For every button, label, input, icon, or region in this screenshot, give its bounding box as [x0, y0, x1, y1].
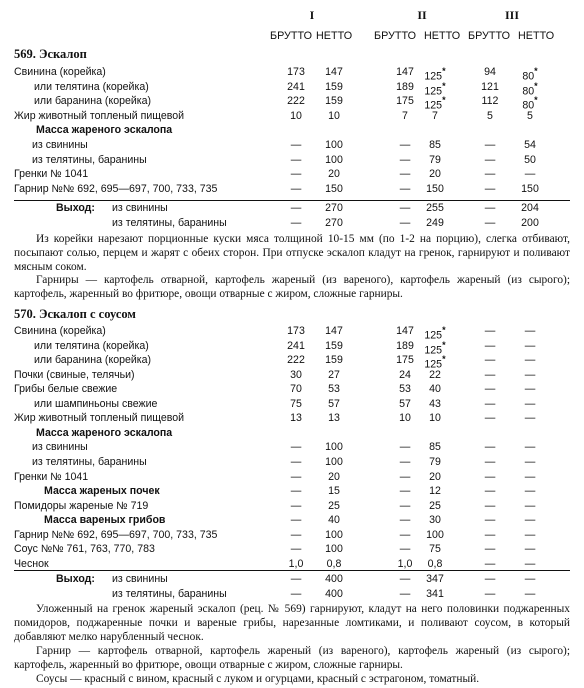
garnish-paragraph: Гарнир — картофель отварной, картофель жареный (из вареного), картофель жареный (из сырого); картофель, жаренный во фритюре, овощи отварные с жиром, сложные гарниры. — [14, 645, 570, 672]
table-cell: — — [399, 470, 411, 483]
table-cell: — — [290, 470, 302, 483]
table-cell: — — [484, 528, 496, 541]
table-cell: — — [290, 587, 302, 600]
table-cell: 50 — [524, 153, 536, 166]
table-cell: 24 — [399, 368, 411, 381]
table-cell: 100 — [325, 153, 343, 166]
column-group-label: II — [417, 8, 427, 22]
table-cell: — — [399, 441, 411, 454]
table-cell: 100 — [325, 441, 343, 454]
table-cell: 100 — [325, 528, 343, 541]
table-cell: — — [290, 455, 302, 468]
asterisk-mark: * — [534, 80, 538, 91]
table-cell: — — [290, 514, 302, 527]
table-cell: — — [290, 153, 302, 166]
asterisk-mark: * — [442, 95, 446, 106]
table-cell: — — [484, 543, 496, 556]
table-cell: 400 — [325, 573, 343, 585]
table-cell: 0,8 — [427, 557, 443, 570]
asterisk-mark: * — [534, 66, 538, 76]
table-cell: 85 — [429, 441, 441, 454]
table-cell: — — [484, 441, 496, 454]
table-cell: — — [524, 354, 536, 367]
ingredient-name: Масса жареных почек — [44, 485, 160, 498]
table-cell: 125* — [424, 354, 446, 371]
table-cell: — — [484, 470, 496, 483]
table-cell: 10 — [429, 412, 441, 425]
table-cell: — — [524, 368, 536, 381]
ingredient-name: Масса вареных грибов — [44, 514, 166, 527]
table-cell: — — [484, 383, 496, 396]
table-cell: 125* — [424, 95, 446, 112]
table-cell: 12 — [429, 485, 441, 498]
table-cell: 25 — [429, 499, 441, 512]
yield-label: Выход: — [56, 202, 95, 214]
table-cell: — — [484, 455, 496, 468]
table-cell: — — [524, 339, 536, 352]
table-cell: 30 — [290, 368, 302, 381]
table-cell: — — [484, 325, 496, 337]
table-cell: 70 — [290, 383, 302, 396]
table-cell: — — [399, 485, 411, 498]
table-cell: — — [399, 455, 411, 468]
table-cell: — — [484, 339, 496, 352]
table-cell: — — [484, 397, 496, 410]
brutto-header: БРУТТО — [468, 30, 511, 42]
table-cell: — — [524, 470, 536, 483]
table-cell: — — [399, 528, 411, 541]
table-cell: — — [484, 168, 496, 181]
table-cell: 147 — [325, 66, 343, 78]
table-divider — [14, 200, 570, 201]
table-cell: — — [484, 514, 496, 527]
table-cell: — — [399, 153, 411, 166]
table-cell: — — [290, 441, 302, 454]
brutto-header: БРУТТО — [270, 30, 313, 42]
ingredient-name: или шампиньоны свежие — [34, 397, 158, 410]
table-cell: 13 — [328, 412, 340, 425]
table-cell: 25 — [328, 499, 340, 512]
table-cell: 10 — [290, 109, 302, 122]
table-cell: — — [524, 485, 536, 498]
table-cell: 112 — [481, 95, 499, 108]
ingredient-name: Жир животный топленый пищевой — [14, 412, 185, 425]
table-cell: 204 — [521, 202, 539, 214]
table-cell: 150 — [426, 182, 444, 195]
table-cell: — — [524, 383, 536, 396]
netto-header: НЕТТО — [316, 30, 353, 42]
ingredient-name: Свинина (корейка) — [14, 325, 106, 337]
column-group-label: I — [309, 8, 315, 22]
table-cell: 13 — [290, 412, 302, 425]
table-cell: 10 — [399, 412, 411, 425]
table-cell: 341 — [426, 587, 444, 600]
column-group-label: III — [504, 8, 519, 22]
table-cell: 175 — [396, 354, 414, 367]
table-cell: 270 — [325, 216, 343, 229]
table-cell: 20 — [429, 470, 441, 483]
ingredient-name: Масса жареного эскалопа — [36, 426, 173, 439]
yield-row-name: из телятины, баранины — [112, 587, 227, 600]
table-cell: 75 — [290, 397, 302, 410]
table-cell: 173 — [287, 66, 305, 78]
table-cell: 57 — [399, 397, 411, 410]
ingredient-name: Гарнир №№ 692, 695—697, 700, 733, 735 — [14, 528, 218, 541]
table-cell: 57 — [328, 397, 340, 410]
table-cell: 125* — [424, 80, 446, 98]
table-cell: — — [290, 168, 302, 181]
ingredient-name: Чеснок — [14, 557, 49, 570]
table-cell: 27 — [328, 368, 340, 381]
table-cell: — — [484, 499, 496, 512]
table-cell: 40 — [328, 514, 340, 527]
sauce-paragraph: Соусы — красный с вином, красный с луком и огурцами, красный с эстрагоном, томатный. — [36, 673, 480, 685]
table-cell: 100 — [325, 455, 343, 468]
ingredient-name: Почки (свиные, телячьи) — [14, 368, 135, 381]
table-cell: — — [290, 543, 302, 556]
table-cell: — — [484, 587, 496, 600]
table-cell: — — [399, 168, 411, 181]
yield-row-name: из свинины — [112, 573, 168, 585]
table-cell: — — [484, 368, 496, 381]
table-cell: 7 — [432, 109, 438, 122]
table-cell: 80* — [522, 80, 538, 98]
table-cell: 1,0 — [397, 557, 413, 570]
table-cell: 222 — [287, 95, 305, 108]
table-cell: — — [399, 139, 411, 151]
yield-label: Выход: — [56, 573, 95, 585]
table-cell: — — [399, 202, 411, 214]
yield-row-name: из свинины — [112, 202, 168, 214]
table-cell: 1,0 — [288, 557, 304, 570]
table-cell: — — [524, 325, 536, 337]
table-cell: — — [399, 182, 411, 195]
table-cell: 150 — [325, 182, 343, 195]
recipe-title: 569. Эскалоп — [14, 47, 87, 61]
table-cell: 173 — [287, 325, 305, 337]
table-cell: — — [524, 514, 536, 527]
ingredient-name: Жир животный топленый пищевой — [14, 109, 185, 122]
table-cell: 80* — [522, 66, 538, 83]
table-cell: — — [484, 573, 496, 585]
table-cell: 53 — [399, 383, 411, 396]
table-cell: — — [399, 573, 411, 585]
table-cell: 79 — [429, 153, 441, 166]
table-cell: 100 — [426, 528, 444, 541]
table-cell: 20 — [328, 168, 340, 181]
table-cell: 241 — [287, 339, 305, 352]
table-cell: 94 — [484, 66, 496, 78]
table-cell: 121 — [481, 80, 499, 93]
table-cell: — — [399, 514, 411, 527]
table-divider — [14, 570, 570, 571]
table-cell: 159 — [325, 354, 343, 367]
table-cell: 222 — [287, 354, 305, 367]
table-cell: — — [399, 216, 411, 229]
asterisk-mark: * — [442, 339, 446, 350]
netto-header: НЕТТО — [424, 30, 461, 42]
netto-header: НЕТТО — [518, 30, 555, 42]
ingredient-name: или телятина (корейка) — [34, 80, 149, 93]
table-cell: — — [524, 499, 536, 512]
ingredient-name: Грибы белые свежие — [14, 383, 118, 396]
table-cell: 255 — [426, 202, 444, 214]
asterisk-mark: * — [442, 66, 446, 76]
table-cell: 20 — [328, 470, 340, 483]
brutto-header: БРУТТО — [374, 30, 417, 42]
ingredient-name: из свинины — [32, 139, 88, 151]
table-cell: — — [524, 397, 536, 410]
table-cell: 15 — [328, 485, 340, 498]
table-cell: 400 — [325, 587, 343, 600]
table-cell: — — [524, 455, 536, 468]
table-cell: 159 — [325, 95, 343, 108]
table-cell: 189 — [396, 339, 414, 352]
ingredient-name: Помидоры жареные № 719 — [14, 499, 149, 512]
table-cell: 40 — [429, 383, 441, 396]
table-cell: — — [484, 412, 496, 425]
table-cell: 5 — [527, 109, 533, 122]
table-cell: 159 — [325, 339, 343, 352]
table-cell: 249 — [426, 216, 444, 229]
table-cell: 159 — [325, 80, 343, 93]
table-cell: — — [290, 573, 302, 585]
table-cell: — — [399, 499, 411, 512]
table-cell: — — [524, 543, 536, 556]
table-cell: — — [484, 354, 496, 367]
table-cell: 347 — [426, 573, 444, 585]
table-cell: — — [290, 528, 302, 541]
table-cell: — — [290, 485, 302, 498]
ingredient-name: Гренки № 1041 — [14, 168, 89, 181]
table-cell: 43 — [429, 397, 441, 410]
ingredient-name: Гренки № 1041 — [14, 470, 89, 483]
recipe-title: 570. Эскалоп с соусом — [14, 307, 136, 321]
table-cell: 75 — [429, 543, 441, 556]
table-cell: 241 — [287, 80, 305, 93]
table-cell: — — [484, 202, 496, 214]
table-cell: — — [524, 168, 536, 181]
table-cell: — — [290, 216, 302, 229]
table-cell: — — [524, 573, 536, 585]
ingredient-name: Свинина (корейка) — [14, 66, 106, 78]
table-cell: — — [484, 139, 496, 151]
table-cell: 125* — [424, 325, 446, 342]
ingredient-name: Масса жареного эскалопа — [36, 124, 173, 137]
method-paragraph: Из корейки нарезают порционные куски мяса толщиной 10-15 мм (по 1-2 на порцию), слегка отбивают, посыпают солью, перцем и жарят с обеих сторон. При отпуске эскалоп кладут на гренок, гарнируют и поливают мясным соком. — [14, 233, 570, 274]
table-cell: — — [399, 543, 411, 556]
table-cell: — — [290, 182, 302, 195]
table-cell: 189 — [396, 80, 414, 93]
table-cell: — — [484, 153, 496, 166]
table-cell: — — [484, 216, 496, 229]
table-cell: 79 — [429, 455, 441, 468]
table-cell: — — [524, 412, 536, 425]
table-cell: 0,8 — [326, 557, 342, 570]
table-cell: 85 — [429, 139, 441, 151]
ingredient-name: или баранина (корейка) — [34, 354, 152, 367]
table-cell: — — [484, 485, 496, 498]
table-cell: 10 — [328, 109, 340, 122]
table-cell: — — [399, 587, 411, 600]
table-cell: 200 — [521, 216, 539, 229]
table-cell: 175 — [396, 95, 414, 108]
table-cell: 125* — [424, 339, 446, 357]
table-cell: 270 — [325, 202, 343, 214]
ingredient-name: Соус №№ 761, 763, 770, 783 — [14, 543, 155, 556]
table-cell: 53 — [328, 383, 340, 396]
table-cell: 30 — [429, 514, 441, 527]
table-cell: — — [290, 202, 302, 214]
table-cell: 20 — [429, 168, 441, 181]
table-cell: — — [290, 499, 302, 512]
table-cell: 7 — [402, 109, 408, 122]
asterisk-mark: * — [442, 80, 446, 91]
ingredient-name: из телятины, баранины — [32, 455, 147, 468]
ingredient-name: Гарнир №№ 692, 695—697, 700, 733, 735 — [14, 182, 218, 195]
table-cell: 54 — [524, 139, 536, 151]
table-cell: 100 — [325, 543, 343, 556]
table-cell: 100 — [325, 139, 343, 151]
table-cell: — — [290, 139, 302, 151]
method-paragraph: Уложенный на гренок жареный эскалоп (рец. № 569) гарнируют, кладут на него половинки поджаренных помидоров, поджаренные почки и вареные грибы, нарезанные ломтиками, и поливают соусом, в который добавляют мелко нарубленный чеснок. — [14, 603, 570, 644]
table-cell: 150 — [521, 182, 539, 195]
asterisk-mark: * — [442, 325, 446, 335]
table-cell: 125* — [424, 66, 446, 83]
table-cell: — — [484, 182, 496, 195]
table-cell: 147 — [325, 325, 343, 337]
table-cell: — — [524, 557, 536, 570]
table-cell: — — [524, 587, 536, 600]
garnish-paragraph: Гарниры — картофель отварной, картофель жареный (из вареного), картофель жареный (из сырого); картофель, жаренный во фритюре, овощи отварные с жиром, сложные гарниры. — [14, 274, 570, 301]
table-cell: — — [524, 528, 536, 541]
table-cell: — — [524, 441, 536, 454]
asterisk-mark: * — [442, 354, 446, 365]
table-cell: 80* — [522, 95, 538, 112]
table-cell: 5 — [487, 109, 493, 122]
table-cell: — — [484, 557, 496, 570]
ingredient-name: из свинины — [32, 441, 88, 454]
ingredient-name: или телятина (корейка) — [34, 339, 149, 352]
ingredient-name: из телятины, баранины — [32, 153, 147, 166]
table-cell: 147 — [396, 66, 414, 78]
table-cell: 147 — [396, 325, 414, 337]
table-cell: 22 — [429, 368, 441, 381]
yield-row-name: из телятины, баранины — [112, 216, 227, 229]
ingredient-name: или баранина (корейка) — [34, 95, 152, 108]
asterisk-mark: * — [534, 95, 538, 106]
